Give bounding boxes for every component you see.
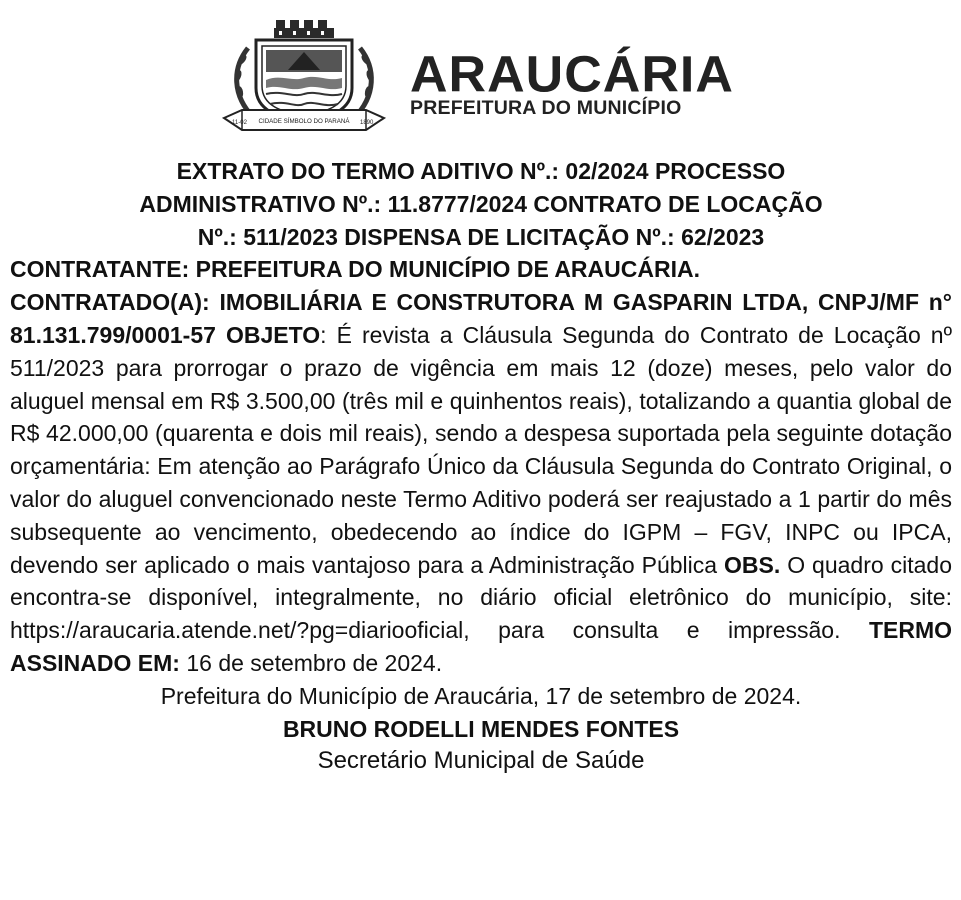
main-paragraph [10,286,952,680]
document-body [10,155,952,778]
municipal-crest-icon [218,18,390,134]
brand-block [410,46,734,119]
document-title [10,155,952,253]
page-header [0,18,961,134]
signer-role: Secretário Municipal de Saúde [317,747,645,775]
title-line: ADMINISTRATIVO Nº.: 11.8777/2024 CONTRATO DE LOCAÇÃO [139,190,823,217]
crest-date-left: 11-02 [232,120,247,126]
closing-place-date: Prefeitura do Município de Araucária, 17 de setembro de 2024. [160,682,802,709]
brand-title: ARAUCÁRIA [410,46,734,104]
signed-label: TERMO ASSINADO EM: [10,617,952,676]
contratante-line: CONTRATANTE: PREFEITURA DO MUNICÍPIO DE ARAUCÁRIA. [10,256,700,283]
brand-subtitle: PREFEITURA DO MUNICÍPIO [410,97,682,119]
contratado-label: CONTRATADO(A): IMOBILIÁRIA E CONSTRUTORA M GASPARIN LTDA, CNPJ/MF n° 81.131.799/0001-57 OBJETO [10,289,952,348]
obs-label: OBS. [724,551,781,578]
crest-motto: CIDADE SÍMBOLO DO PARANÁ [258,118,350,125]
title-line: Nº.: 511/2023 DISPENSA DE LICITAÇÃO Nº.: 62/2023 [197,223,765,250]
crest-date-right: 1890 [360,120,374,126]
signed-date: 16 de setembro de 2024. [179,649,443,676]
obs-text: O quadro citado encontra-se disponível, integralmente, no diário oficial eletrônico do município, site: https://araucaria.atende.net/?pg=diariooficial, para consulta e impressão. [10,551,952,644]
title-line: EXTRATO DO TERMO ADITIVO Nº.: 02/2024 PROCESSO [176,158,786,184]
signer-name: BRUNO RODELLI MENDES FONTES [282,715,680,742]
objeto-text: : É revista a Cláusula Segunda do Contrato de Locação nº 511/2023 para prorrogar o prazo de vigência em mais 12 (doze) meses, pelo valor do aluguel mensal em R$ 3.500,00 (três mil e quinhentos reais), totalizando a quantia global de R$ 42.000,00 (quarenta e dois mil reais), sendo a despesa suportada pela seguinte dotação orçamentária: Em atenção ao Parágrafo Único da Cláusula Segunda do Contrato Original, o valor do aluguel convencionado neste Termo Aditivo poderá ser reajustado a 1 partir do mês subsequente ao vencimento, obedecendo ao índice do IGPM – FGV, INPC ou IPCA, devendo ser aplicado o mais vantajoso para a Administração Pública [10,321,952,578]
